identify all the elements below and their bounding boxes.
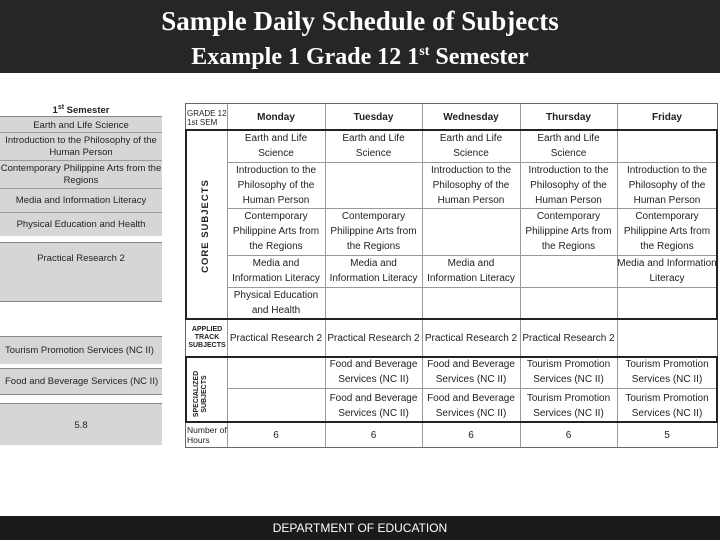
left-specialized-item: Tourism Promotion Services (NC II) [0, 336, 162, 364]
left-core-item: Contemporary Philippine Arts from the Regions [0, 161, 162, 189]
schedule-cell: Practical Research 2 [424, 332, 518, 344]
schedule-cell [325, 162, 422, 208]
schedule-cell: Physical Education and Health [233, 290, 319, 316]
schedule-cell: Introduction to the Philosophy of the Human Person [528, 164, 609, 206]
hours-value: 6 [370, 429, 377, 441]
schedule-cell: Tourism Promotion Services (NC II) [625, 392, 709, 419]
day-header: Friday [651, 112, 682, 123]
schedule-cell [617, 320, 717, 356]
schedule-cell: Media and Information Literacy [329, 258, 418, 284]
schedule-cell: Earth and Life Science [244, 133, 308, 159]
left-total: 5.8 [0, 403, 162, 445]
hours-value: 6 [565, 429, 572, 441]
day-header: Monday [257, 112, 295, 123]
left-core-item: Physical Education and Health [0, 213, 162, 236]
schedule-cell [422, 208, 520, 255]
schedule-cell: Media and Information Literacy [427, 258, 515, 284]
schedule-cell: Food and Beverage Services (NC II) [329, 392, 418, 419]
slide-header [0, 0, 720, 73]
schedule-cell: Food and Beverage Services (NC II) [329, 359, 418, 385]
day-header: Thursday [545, 112, 591, 123]
schedule-cell: Contemporary Philippine Arts from the Regions [330, 211, 417, 252]
day-header: Wednesday [443, 112, 499, 123]
schedule-cell: Tourism Promotion Services (NC II) [526, 359, 611, 385]
specialized-subjects-label: SPECIALIZED SUBJECTS [193, 370, 208, 418]
schedule-cell: Earth and Life Science [537, 133, 600, 159]
schedule-cell [520, 287, 617, 319]
schedule-cell [422, 287, 520, 319]
left-core-item: Introduction to the Philosophy of the Human Person [0, 133, 162, 161]
schedule-cell: Media and Information Literacy [232, 258, 320, 284]
hours-value: 6 [273, 429, 279, 441]
schedule-cell: Food and Beverage Services (NC II) [427, 392, 515, 419]
hours-value: 5 [664, 429, 670, 441]
schedule-cell [227, 356, 325, 388]
schedule-cell: Food and Beverage Services (NC II) [427, 359, 515, 385]
weekly-schedule-table [185, 103, 720, 448]
schedule-cell: Earth and Life Science [342, 133, 405, 159]
schedule-cell [325, 287, 422, 319]
schedule-cell: Tourism Promotion Services (NC II) [625, 359, 709, 385]
schedule-cell [617, 130, 717, 162]
slide-title: Sample Daily Schedule of Subjects [161, 6, 559, 36]
schedule-cell: Tourism Promotion Services (NC II) [526, 392, 611, 419]
schedule-corner-label: GRADE 12 1st SEM [187, 108, 227, 127]
day-header: Tuesday [353, 112, 394, 123]
schedule-cell: Introduction to the Philosophy of the Human Person [235, 164, 317, 206]
left-core-item: Earth and Life Science [0, 119, 162, 133]
schedule-cell: Media and Information Literacy [617, 258, 717, 284]
semester-subject-table [0, 103, 162, 445]
left-applied-item: Practical Research 2 [0, 242, 162, 302]
schedule-cell: Practical Research 2 [522, 332, 615, 344]
schedule-cell: Practical Research 2 [327, 332, 420, 344]
schedule-cell: Contemporary Philippine Arts from the Regions [623, 211, 711, 252]
schedule-cell: Introduction to the Philosophy of the Human Person [430, 164, 512, 206]
schedule-cell [520, 255, 617, 287]
schedule-cell: Practical Research 2 [229, 332, 323, 344]
core-subjects-label: CORE SUBJECTS [200, 179, 211, 273]
schedule-cell: Introduction to the Philosophy of the Human Person [626, 164, 708, 206]
slide-subtitle: Example 1 Grade 12 1st Semester [191, 44, 529, 70]
hours-value: 6 [468, 429, 474, 441]
schedule-cell: Contemporary Philippine Arts from the Regions [232, 211, 320, 252]
spacer [0, 395, 162, 403]
hours-label: Number of Hours [187, 425, 227, 445]
footer: DEPARTMENT OF EDUCATION [0, 516, 720, 540]
applied-track-label: APPLIED TRACK SUBJECTS [188, 326, 226, 349]
left-specialized-item: Food and Beverage Services (NC II) [0, 368, 162, 395]
schedule-cell: Contemporary Philippine Arts from the Regions [525, 211, 612, 252]
spacer [0, 302, 162, 336]
semester-heading: 1st Semester [0, 103, 162, 117]
schedule-cell: Earth and Life Science [439, 133, 503, 159]
left-core-item: Media and Information Literacy [0, 189, 162, 213]
schedule-cell [617, 287, 717, 319]
schedule-cell [227, 389, 325, 422]
